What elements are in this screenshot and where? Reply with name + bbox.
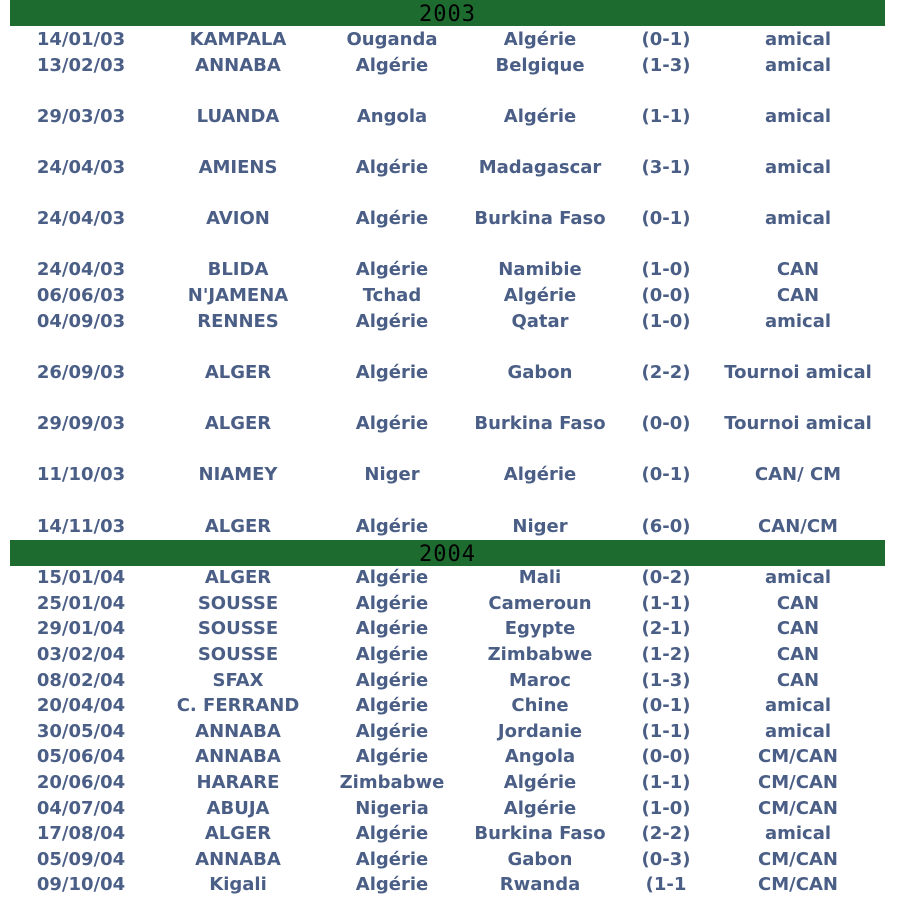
match-city: Kigali — [209, 874, 267, 895]
match-score: (0-3) — [641, 849, 691, 870]
home-team: Algérie — [355, 516, 429, 537]
match-row — [0, 848, 900, 872]
match-city: BLIDA — [207, 259, 269, 280]
match-row — [0, 463, 900, 487]
match-row — [0, 669, 900, 693]
away-team: Gabon — [507, 849, 573, 870]
match-type: CM/CAN — [758, 874, 838, 895]
match-city: ALGER — [204, 823, 272, 844]
home-team: Algérie — [355, 362, 429, 383]
match-type: CAN — [776, 618, 820, 639]
match-city: ABUJA — [206, 798, 270, 819]
match-row — [0, 873, 900, 897]
match-row — [0, 412, 900, 436]
match-city: LUANDA — [196, 106, 280, 127]
match-date: 11/10/03 — [36, 464, 126, 485]
home-team: Algérie — [355, 823, 429, 844]
match-type: amical — [764, 106, 832, 127]
away-team: Algérie — [503, 29, 577, 50]
away-team: Jordanie — [497, 721, 583, 742]
away-team: Gabon — [507, 362, 573, 383]
match-date: 06/06/03 — [36, 285, 126, 306]
match-city: RENNES — [197, 311, 279, 332]
match-city: AMIENS — [198, 157, 278, 178]
home-team: Algérie — [355, 644, 429, 665]
match-city: AVION — [206, 208, 270, 229]
match-row — [0, 694, 900, 718]
match-type: CM/CAN — [758, 849, 838, 870]
home-team: Algérie — [355, 259, 429, 280]
match-score: (1-1) — [641, 106, 691, 127]
match-score: (3-1) — [641, 157, 691, 178]
match-type: CAN — [776, 644, 820, 665]
year-header-2003 — [10, 0, 885, 26]
match-type: CM/CAN — [758, 798, 838, 819]
match-score: (1-0) — [641, 311, 691, 332]
match-city: SOUSSE — [197, 593, 279, 614]
match-score: (0-2) — [641, 567, 691, 588]
match-city: ALGER — [204, 567, 272, 588]
match-row — [0, 720, 900, 744]
away-team: Cameroun — [488, 593, 592, 614]
match-city: ANNABA — [195, 55, 281, 76]
match-type: CAN — [776, 259, 820, 280]
match-date: 17/08/04 — [36, 823, 126, 844]
match-type: CAN — [776, 285, 820, 306]
match-date: 09/10/04 — [36, 874, 126, 895]
match-city: ANNABA — [195, 746, 281, 767]
match-score: (1-1) — [641, 721, 691, 742]
home-team: Algérie — [355, 746, 429, 767]
match-row — [0, 361, 900, 385]
match-type: CM/CAN — [758, 746, 838, 767]
match-city: SOUSSE — [197, 644, 279, 665]
home-team: Algérie — [355, 55, 429, 76]
match-score: (0-0) — [641, 285, 691, 306]
match-date: 24/04/03 — [36, 157, 126, 178]
match-row — [0, 156, 900, 180]
match-score: (0-0) — [641, 413, 691, 434]
year-label: 2004 — [419, 542, 476, 567]
home-team: Algérie — [355, 413, 429, 434]
match-date: 20/06/04 — [36, 772, 126, 793]
match-city: SOUSSE — [197, 618, 279, 639]
match-date: 24/04/03 — [36, 259, 126, 280]
away-team: Burkina Faso — [474, 823, 606, 844]
match-city: ALGER — [204, 516, 272, 537]
match-score: (1-2) — [641, 644, 691, 665]
match-row — [0, 515, 900, 539]
match-score: (1-0) — [641, 798, 691, 819]
match-type: amical — [764, 567, 832, 588]
match-date: 05/06/04 — [36, 746, 126, 767]
match-type: amical — [764, 823, 832, 844]
match-type: CM/CAN — [758, 772, 838, 793]
away-team: Mali — [518, 567, 562, 588]
match-type: amical — [764, 311, 832, 332]
match-date: 14/11/03 — [36, 516, 126, 537]
match-row — [0, 822, 900, 846]
home-team: Algérie — [355, 567, 429, 588]
match-city: SFAX — [212, 670, 264, 691]
match-row — [0, 207, 900, 231]
year-header-2004 — [10, 540, 885, 566]
match-score: (0-1) — [641, 695, 691, 716]
match-row — [0, 105, 900, 129]
match-city: ANNABA — [195, 721, 281, 742]
away-team: Belgique — [495, 55, 585, 76]
match-row — [0, 310, 900, 334]
match-date: 29/03/03 — [36, 106, 126, 127]
match-row — [0, 566, 900, 590]
match-type: amical — [764, 55, 832, 76]
home-team: Ouganda — [346, 29, 438, 50]
home-team: Zimbabwe — [339, 772, 445, 793]
match-city: C. FERRAND — [176, 695, 300, 716]
match-type: amical — [764, 695, 832, 716]
match-score: (1-1 — [645, 874, 687, 895]
match-date: 15/01/04 — [36, 567, 126, 588]
match-score: (0-1) — [641, 29, 691, 50]
match-row — [0, 771, 900, 795]
home-team: Algérie — [355, 618, 429, 639]
match-date: 29/01/04 — [36, 618, 126, 639]
match-city: HARARE — [196, 772, 280, 793]
match-date: 05/09/04 — [36, 849, 126, 870]
match-city: N'JAMENA — [187, 285, 289, 306]
home-team: Algérie — [355, 208, 429, 229]
away-team: Chine — [511, 695, 569, 716]
home-team: Angola — [356, 106, 428, 127]
match-score: (1-3) — [641, 55, 691, 76]
match-type: amical — [764, 157, 832, 178]
away-team: Qatar — [511, 311, 569, 332]
away-team: Zimbabwe — [487, 644, 593, 665]
home-team: Algérie — [355, 721, 429, 742]
away-team: Rwanda — [499, 874, 581, 895]
home-team: Algérie — [355, 849, 429, 870]
match-row — [0, 617, 900, 641]
match-type: amical — [764, 208, 832, 229]
match-date: 29/09/03 — [36, 413, 126, 434]
match-date: 24/04/03 — [36, 208, 126, 229]
match-score: (1-3) — [641, 670, 691, 691]
match-score: (0-0) — [641, 746, 691, 767]
home-team: Algérie — [355, 874, 429, 895]
away-team: Niger — [512, 516, 568, 537]
match-type: amical — [764, 29, 832, 50]
match-score: (2-2) — [641, 362, 691, 383]
match-city: ANNABA — [195, 849, 281, 870]
home-team: Tchad — [362, 285, 422, 306]
match-type: CAN — [776, 670, 820, 691]
match-date: 14/01/03 — [36, 29, 126, 50]
match-date: 03/02/04 — [36, 644, 126, 665]
away-team: Maroc — [509, 670, 571, 691]
match-date: 13/02/03 — [36, 55, 126, 76]
match-row — [0, 284, 900, 308]
match-row — [0, 28, 900, 52]
match-score: (1-1) — [641, 593, 691, 614]
home-team: Algérie — [355, 157, 429, 178]
match-type: CAN — [776, 593, 820, 614]
away-team: Burkina Faso — [474, 208, 606, 229]
match-score: (2-2) — [641, 823, 691, 844]
match-date: 04/07/04 — [36, 798, 126, 819]
match-row — [0, 592, 900, 616]
home-team: Algérie — [355, 311, 429, 332]
away-team: Namibie — [498, 259, 582, 280]
match-score: (2-1) — [641, 618, 691, 639]
match-row — [0, 54, 900, 78]
home-team: Algérie — [355, 695, 429, 716]
match-row — [0, 258, 900, 282]
away-team: Algérie — [503, 464, 577, 485]
match-date: 08/02/04 — [36, 670, 126, 691]
away-team: Algérie — [503, 285, 577, 306]
home-team: Nigeria — [355, 798, 429, 819]
match-city: NIAMEY — [198, 464, 278, 485]
match-date: 30/05/04 — [36, 721, 126, 742]
match-type: Tournoi amical — [724, 413, 872, 434]
match-row — [0, 745, 900, 769]
away-team: Algérie — [503, 106, 577, 127]
match-score: (6-0) — [641, 516, 691, 537]
away-team: Egypte — [504, 618, 576, 639]
match-date: 04/09/03 — [36, 311, 126, 332]
match-city: ALGER — [204, 413, 272, 434]
match-date: 20/04/04 — [36, 695, 126, 716]
match-type: CAN/ CM — [754, 464, 842, 485]
match-city: ALGER — [204, 362, 272, 383]
home-team: Niger — [364, 464, 420, 485]
match-score: (1-0) — [641, 259, 691, 280]
away-team: Algérie — [503, 772, 577, 793]
match-city: KAMPALA — [189, 29, 287, 50]
away-team: Angola — [504, 746, 576, 767]
match-type: amical — [764, 721, 832, 742]
match-score: (0-1) — [641, 464, 691, 485]
away-team: Madagascar — [478, 157, 602, 178]
away-team: Burkina Faso — [474, 413, 606, 434]
match-score: (0-1) — [641, 208, 691, 229]
match-date: 26/09/03 — [36, 362, 126, 383]
home-team: Algérie — [355, 593, 429, 614]
match-date: 25/01/04 — [36, 593, 126, 614]
year-label: 2003 — [419, 2, 476, 27]
match-row — [0, 797, 900, 821]
match-row — [0, 643, 900, 667]
match-type: CAN/CM — [758, 516, 838, 537]
match-type: Tournoi amical — [724, 362, 872, 383]
match-score: (1-1) — [641, 772, 691, 793]
home-team: Algérie — [355, 670, 429, 691]
away-team: Algérie — [503, 798, 577, 819]
